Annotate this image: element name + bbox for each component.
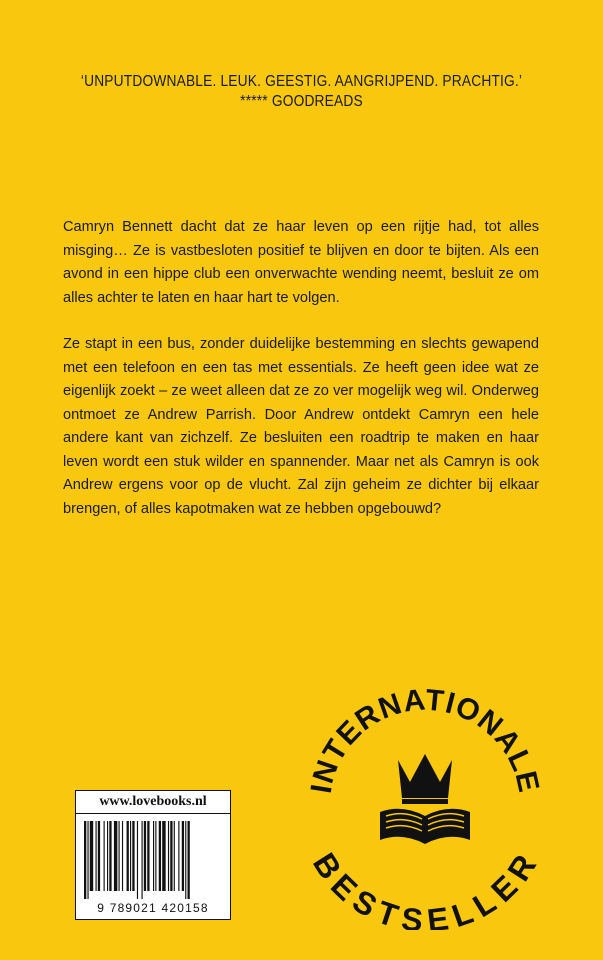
barcode-bar bbox=[114, 821, 117, 891]
review-quote: ‘UNPUTDOWNABLE. LEUK. GEESTIG. AANGRIJPEND. PRACHTIG.’ bbox=[80, 73, 523, 90]
barcode-bar bbox=[87, 821, 88, 899]
crown-book-icon bbox=[380, 754, 470, 844]
blurb-text-2: Ze stapt in een bus, zonder duidelijke bestemming en slechts gewapend met een telefoon en een tas met essentials. Ze heeft geen idee wat ze eigenlijk zoekt – ze weet alleen dat ze zo ver mogelijk weg wil. Onderweg ontmoet ze Andrew Parrish. Door Andrew ontdekt Camryn een hele andere kant van zichzelf. Ze besluiten een roadtrip te maken en haar leven wordt een stuk wilder en spannender. Maar net als Camryn is ook Andrew ergens voor op de vlucht. Zal zijn geheim ze dichter bij elkaar brengen, of alles kapotmaken wat ze hebben opgebouwd? bbox=[63, 336, 539, 517]
barcode-bar bbox=[188, 821, 190, 899]
barcode-bars bbox=[84, 821, 222, 899]
barcode-bar bbox=[144, 821, 146, 891]
barcode-bar bbox=[147, 821, 149, 891]
barcode-label bbox=[75, 790, 231, 920]
barcode-bar bbox=[122, 821, 123, 891]
blurb-paragraph-2 bbox=[63, 333, 539, 521]
review-quote-block bbox=[0, 72, 603, 112]
barcode-bar bbox=[132, 821, 134, 891]
barcode-bar bbox=[137, 821, 138, 899]
barcode-bar bbox=[84, 821, 86, 899]
barcode-bar bbox=[155, 821, 156, 891]
badge-top-text: INTERNATIONALE bbox=[304, 683, 546, 796]
barcode-bar bbox=[90, 821, 93, 891]
barcode-bar bbox=[178, 821, 179, 891]
blurb-paragraph-1 bbox=[63, 216, 539, 310]
barcode-bar bbox=[142, 821, 143, 899]
barcode-bar bbox=[107, 821, 108, 891]
blurb-text-1: Camryn Bennett dacht dat ze haar leven op een rijtje had, tot alles misging… Ze is vastbesloten positief te blijven en door te bijten. Als een avond in een hippe club een onverwachte wending neemt, besluit ze om alles achter te laten en haar hart te volgen. bbox=[63, 219, 539, 306]
barcode-bar bbox=[104, 821, 105, 891]
barcode-bar bbox=[98, 821, 100, 891]
barcode-bar bbox=[109, 821, 111, 891]
barcode-bar bbox=[182, 821, 184, 891]
barcode-bar bbox=[185, 821, 186, 899]
barcode-bar bbox=[130, 821, 131, 891]
bestseller-badge bbox=[300, 680, 550, 930]
barcode-bar bbox=[168, 821, 169, 891]
barcode-bar bbox=[159, 821, 161, 891]
isbn-number: 9 789021 420158 bbox=[97, 901, 209, 915]
barcode-bar bbox=[162, 821, 165, 891]
review-source: ***** GOODREADS bbox=[240, 93, 363, 110]
bestseller-badge-graphic bbox=[300, 680, 550, 930]
barcode-bar bbox=[153, 821, 154, 891]
barcode-bar bbox=[170, 821, 172, 891]
barcode-bar bbox=[127, 821, 129, 891]
barcode-bar bbox=[174, 821, 175, 891]
publisher-url: www.lovebooks.nl bbox=[76, 791, 230, 814]
barcode-bar bbox=[119, 821, 120, 891]
barcode-bar bbox=[96, 821, 97, 891]
badge-bottom-text: BESTSELLER bbox=[305, 846, 545, 930]
